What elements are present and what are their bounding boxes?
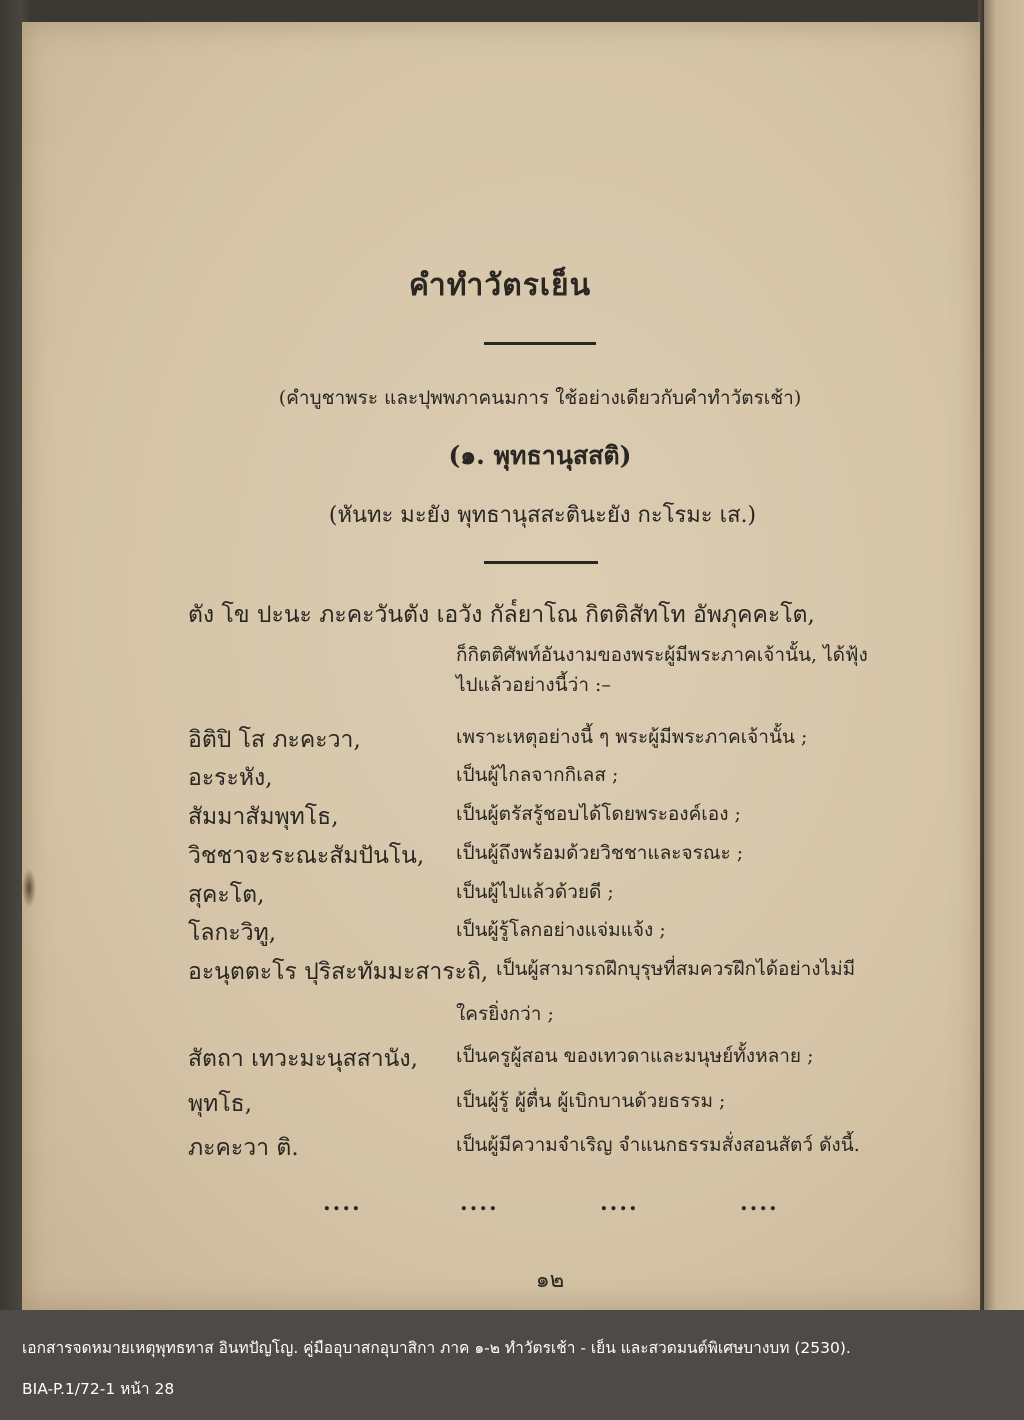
thai-line-continued: ใครยิ่งกว่า ;: [456, 1003, 554, 1025]
title-rule: [484, 342, 596, 345]
pali-line: อะนุตตะโร ปุริสะทัมมะสาระถิ,: [188, 959, 489, 985]
ellipsis-mark: ....: [740, 1190, 779, 1216]
archive-caption-bar: [0, 1310, 1024, 1420]
thai-line: เป็นผู้ไกลจากกิเลส ;: [456, 764, 619, 786]
instruction-note: (คำบูชาพระ และปุพพภาคนมการ ใช้อย่างเดียวกับคำทำวัตรเช้า): [278, 387, 802, 409]
thai-line: เป็นครูผู้สอน ของเทวดาและมนุษย์ทั้งหลาย ;: [456, 1045, 814, 1067]
pali-line: สุคะโต,: [188, 882, 265, 908]
intro-thai-line-1: ก็กิตติศัพท์อันงามของพระผู้มีพระภาคเจ้านั้น, ได้ฟุ้ง: [456, 644, 868, 666]
chant-intro: (หันทะ มะยัง พุทธานุสสะตินะยัง กะโรมะ เส.): [328, 503, 757, 528]
thai-line: เป็นผู้รู้โลกอย่างแจ่มแจ้ง ;: [456, 919, 666, 941]
intro-thai-translation: [456, 640, 916, 700]
thai-line: เป็นผู้ตรัสรู้ชอบได้โดยพระองค์เอง ;: [456, 803, 741, 825]
pali-line: อิติปิ โส ภะคะวา,: [188, 727, 361, 753]
pali-line: อะระหัง,: [188, 765, 273, 791]
thai-line: เป็นผู้ถึงพร้อมด้วยวิชชาและจรณะ ;: [456, 842, 744, 864]
thai-line: เป็นผู้มีความจำเริญ จำแนกธรรมสั่งสอนสัตว์ ดังนี้.: [456, 1134, 860, 1156]
caption-reference: BIA-P.1/72-1 หน้า 28: [22, 1380, 175, 1398]
pali-line: วิชชาจะระณะสัมปันโน,: [188, 843, 425, 869]
pali-line: พุทโธ,: [188, 1091, 253, 1117]
ellipsis-mark: ....: [323, 1190, 362, 1216]
thai-line: เป็นผู้สามารถฝึกบุรุษที่สมควรฝึกได้อย่างไม่มี: [496, 958, 856, 980]
intro-pali-line: ตัง โข ปะนะ ภะคะวันตัง เอวัง กัล๎ยาโณ กิตติสัทโท อัพภุคคะโต,: [188, 602, 815, 628]
pali-line: สัตถา เทวะมะนุสสานัง,: [188, 1046, 418, 1072]
pali-line: ภะคะวา ติ.: [188, 1135, 299, 1161]
pali-line: สัมมาสัมพุทโธ,: [188, 804, 339, 830]
intro-thai-line-2: ไปแล้วอย่างนี้ว่า :–: [456, 674, 611, 696]
pali-line: โลกะวิทู,: [188, 920, 277, 946]
page-title: คำทำวัตรเย็น: [408, 268, 592, 303]
section-heading: (๑. พุทธานุสสติ): [448, 441, 632, 470]
thai-line: เป็นผู้รู้ ผู้ตื่น ผู้เบิกบานด้วยธรรม ;: [456, 1090, 726, 1112]
thai-line: เป็นผู้ไปแล้วด้วยดี ;: [456, 881, 614, 903]
page-stain: [22, 868, 36, 908]
section-rule: [484, 561, 598, 564]
caption-citation: เอกสารจดหมายเหตุพุทธทาส อินทปัญโญ. คู่มืออุบาสกอุบาสิกา ภาค ๑-๒ ทำวัตรเช้า - เย็น และสวดมนต์พิเศษบางบท (2530).: [22, 1339, 851, 1357]
next-page-edge: [984, 0, 1024, 1310]
ellipsis-mark: ....: [460, 1190, 499, 1216]
thai-line: เพราะเหตุอย่างนี้ ๆ พระผู้มีพระภาคเจ้านั้น ;: [456, 726, 808, 748]
page-number: ๑๒: [535, 1268, 565, 1293]
ellipsis-mark: ....: [600, 1190, 639, 1216]
